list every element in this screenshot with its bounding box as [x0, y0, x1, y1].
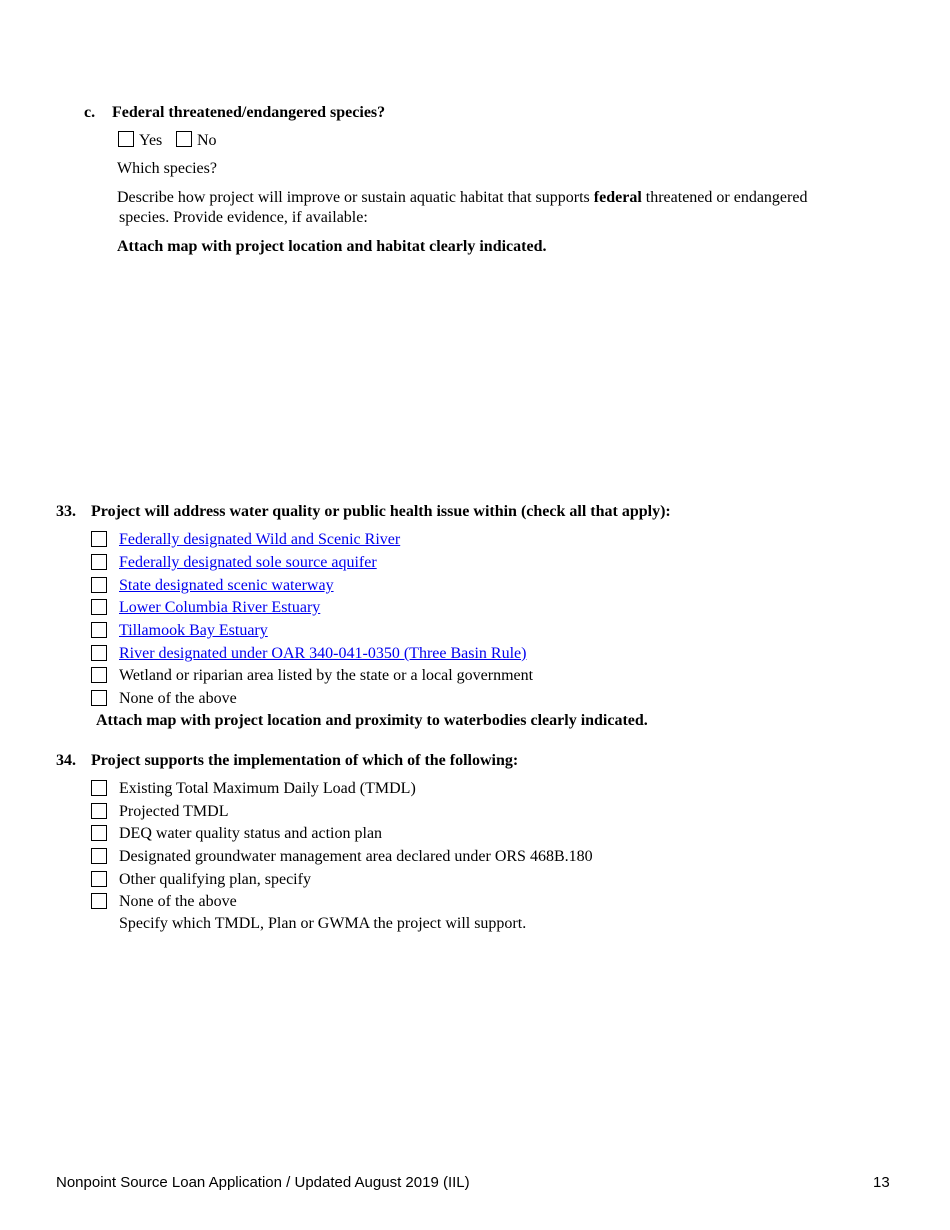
describe-line2: species. Provide evidence, if available: [119, 209, 368, 226]
page-number: 13 [873, 1174, 890, 1191]
q33-attach-note: Attach map with project location and proximity to waterbodies clearly indicated. [96, 712, 648, 729]
describe-text [117, 188, 807, 207]
q33-link-columbia-estuary[interactable]: Lower Columbia River Estuary [119, 599, 321, 616]
q33-checkbox-wetland[interactable] [91, 667, 107, 683]
section-c-marker: c. [84, 104, 96, 121]
section-c-attach-note: Attach map with project location and habitat clearly indicated. [117, 238, 547, 255]
q34-checkbox-deq-plan[interactable] [91, 825, 107, 841]
q34-checkbox-other-plan[interactable] [91, 871, 107, 887]
q34-label-other-plan: Other qualifying plan, specify [119, 871, 311, 888]
q34-number: 34. [56, 752, 76, 769]
q33-checkbox-columbia-estuary[interactable] [91, 599, 107, 615]
footer-title: Nonpoint Source Loan Application / Updated August 2019 (IIL) [56, 1174, 470, 1191]
section-c-title: Federal threatened/endangered species? [112, 104, 386, 121]
q33-label-none: None of the above [119, 690, 237, 707]
q33-checkbox-scenic-waterway[interactable] [91, 577, 107, 593]
q34-label-none: None of the above [119, 893, 237, 910]
q34-checkbox-none[interactable] [91, 893, 107, 909]
yes-checkbox[interactable] [118, 131, 134, 147]
q33-link-tillamook[interactable]: Tillamook Bay Estuary [119, 622, 268, 639]
q34-label-deq-plan: DEQ water quality status and action plan [119, 825, 383, 842]
describe-pre: Describe how project will improve or sustain aquatic habitat that supports [117, 189, 590, 206]
yes-label: Yes [139, 132, 163, 149]
q34-specify-note: Specify which TMDL, Plan or GWMA the project will support. [119, 915, 527, 932]
q33-checkbox-wild-scenic[interactable] [91, 531, 107, 547]
q34-checkbox-gwma[interactable] [91, 848, 107, 864]
q34-label-projected-tmdl: Projected TMDL [119, 803, 229, 820]
no-checkbox[interactable] [176, 131, 192, 147]
q33-number: 33. [56, 503, 76, 520]
q34-label-existing-tmdl: Existing Total Maximum Daily Load (TMDL) [119, 780, 416, 797]
describe-bold: federal [593, 189, 642, 206]
q33-link-scenic-waterway[interactable]: State designated scenic waterway [119, 577, 334, 594]
describe-post: threatened or endangered [645, 189, 808, 206]
q33-title: Project will address water quality or public health issue within (check all that apply): [91, 503, 671, 520]
q34-checkbox-projected-tmdl[interactable] [91, 803, 107, 819]
q33-checkbox-none[interactable] [91, 690, 107, 706]
q33-link-wild-scenic[interactable]: Federally designated Wild and Scenic River [119, 531, 401, 548]
q33-checkbox-tillamook[interactable] [91, 622, 107, 638]
q34-checkbox-existing-tmdl[interactable] [91, 780, 107, 796]
q33-label-wetland: Wetland or riparian area listed by the state or a local government [119, 667, 534, 684]
q34-label-gwma: Designated groundwater management area declared under ORS 468B.180 [119, 848, 593, 865]
which-species-label: Which species? [117, 160, 217, 177]
no-label: No [197, 132, 217, 149]
q33-checkbox-three-basin[interactable] [91, 645, 107, 661]
q33-link-three-basin[interactable]: River designated under OAR 340-041-0350 (Three Basin Rule) [119, 645, 527, 662]
q33-checkbox-sole-source[interactable] [91, 554, 107, 570]
q33-link-sole-source[interactable]: Federally designated sole source aquifer [119, 554, 377, 571]
q34-title: Project supports the implementation of which of the following: [91, 752, 519, 769]
